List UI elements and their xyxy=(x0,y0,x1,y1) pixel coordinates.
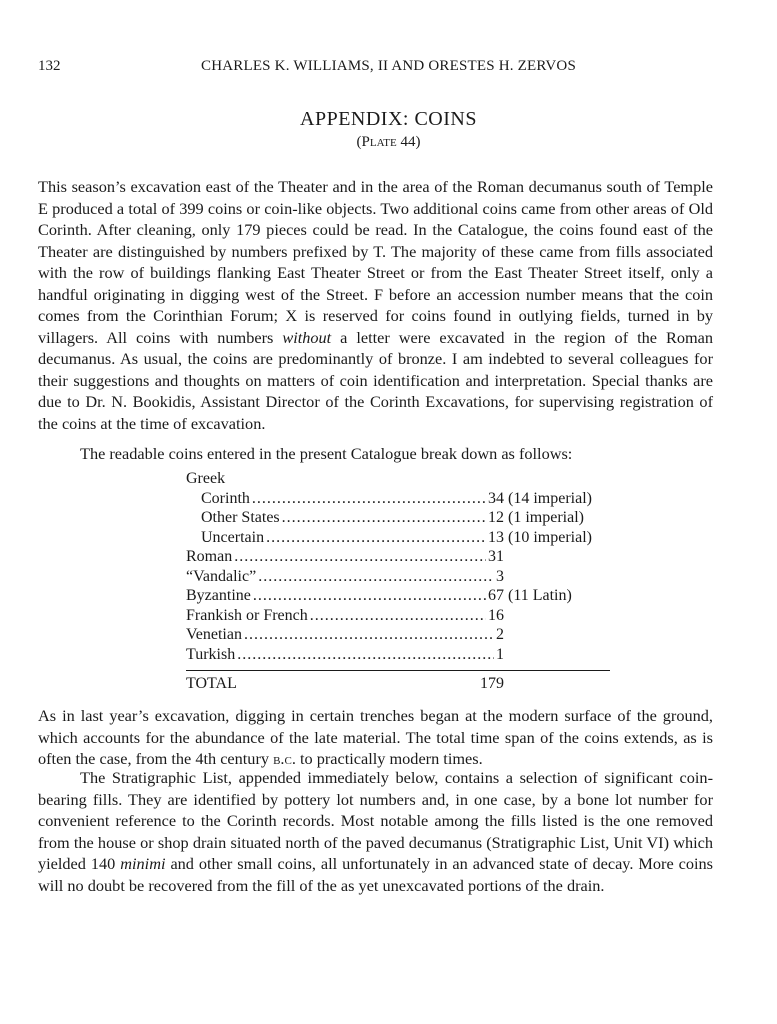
dot-leader xyxy=(252,490,486,508)
breakdown-row xyxy=(186,587,610,607)
plate-reference: (Plate 44) xyxy=(356,134,421,150)
row-label: Frankish or French xyxy=(186,606,308,624)
row-note: (1 imperial) xyxy=(508,509,584,526)
era-abbreviation: b.c. xyxy=(273,749,296,768)
total-label: TOTAL xyxy=(186,675,237,692)
row-count: 67 xyxy=(488,587,504,604)
time-span-text-a: As in last year’s excavation, digging in certain trenches began at the modern surface of the ground, which accounts for the abundance of the late material. The total time span of the coins extends, as is often the case, from the 4th century xyxy=(38,706,713,768)
dot-leader xyxy=(266,529,486,547)
intro-text-b: a letter were excavated in the region of the Roman decumanus. As usual, the coins are predominantly of bronze. I am indebted to several colleagues for their suggestions and thoughts on matters of coin identification and interpretation. Special thanks are due to Dr. N. Bookidis, Assistant Director of the Corinth Excavations, for supervising registration of the coins at the time of excavation. xyxy=(38,327,713,433)
row-count: 31 xyxy=(488,548,504,565)
breakdown-row xyxy=(186,626,610,646)
row-note: (10 imperial) xyxy=(508,528,592,546)
stratigraphic-paragraph xyxy=(38,767,713,896)
row-count: 2 xyxy=(496,626,504,643)
page-number: 132 xyxy=(38,58,61,74)
group-label: Greek xyxy=(186,470,226,487)
row-count: 1 xyxy=(496,645,504,663)
dot-leader xyxy=(310,607,486,625)
dot-leader xyxy=(237,646,494,664)
time-span-text-b: to practically modern times. xyxy=(295,749,483,768)
row-label: Turkish xyxy=(186,645,236,663)
row-label: Byzantine xyxy=(186,587,251,604)
coin-breakdown-table xyxy=(186,470,610,693)
row-label: Roman xyxy=(186,548,233,565)
breakdown-row xyxy=(186,529,610,549)
row-count: 3 xyxy=(496,567,504,585)
row-count: 12 xyxy=(488,509,504,526)
breakdown-row xyxy=(186,568,610,588)
dot-leader xyxy=(244,626,494,644)
section-title: APPENDIX: COINS xyxy=(300,108,477,130)
stratigraphic-text-a: The Stratigraphic List, appended immediately below, contains a selection of significant coin-bearing fills. They are identified by pottery lot numbers and, in one case, by a bone lot number for convenient reference to the Corinth records. Most notable among the fills listed is the one removed from the house or shop drain situated north of the paved decumanus (Stratigraphic List, Unit VI) which yielded 140 xyxy=(38,768,713,873)
intro-text-a: This season’s excavation east of the Theater and in the area of the Roman decumanus south of Temple E produced a total of 399 coins or coin-like objects. Two additional coins came from other areas of Old Corinth. After cleaning, only 179 pieces could be read. In the Catalogue, the coins found east of the Theater are distinguished by numbers prefixed by T. The majority of these came from fills associated with the row of buildings flanking East Theater Street or from the East Theater Street itself, only a handful originating in digging west of the Street. F before an accession number means that the coin comes from the Corinthian Forum; X is reserved for coins found in outlying fields, turned in by villagers. All coins with numbers xyxy=(38,177,713,347)
dot-leader xyxy=(258,568,494,586)
row-label: Uncertain xyxy=(201,528,265,546)
row-label: Other States xyxy=(201,509,280,526)
dot-leader xyxy=(234,548,486,566)
intro-paragraph xyxy=(38,176,713,434)
stratigraphic-text-b: and other small coins, all unfortunately in an advanced state of decay. More coins will no doubt be recovered from the fill of the as yet unexcavated portions of the drain. xyxy=(38,854,713,895)
intro-emphasis: without xyxy=(282,327,332,347)
row-note: (11 Latin) xyxy=(508,587,572,604)
running-head: CHARLES K. WILLIAMS, II AND ORESTES H. ZERVOS xyxy=(200,58,577,74)
row-label: Corinth xyxy=(201,489,250,507)
time-span-paragraph xyxy=(38,705,713,770)
row-label: “Vandalic” xyxy=(186,567,257,585)
breakdown-row xyxy=(186,548,610,568)
total-count: 179 xyxy=(480,675,504,692)
breakdown-row xyxy=(186,509,610,529)
row-note: (14 imperial) xyxy=(508,489,592,507)
row-count: 16 xyxy=(488,606,504,624)
row-count: 13 xyxy=(488,528,504,546)
breakdown-row xyxy=(186,607,610,627)
breakdown-intro: The readable coins entered in the present Catalogue break down as follows: xyxy=(80,444,573,463)
stratigraphic-emphasis: minimi xyxy=(120,854,166,873)
row-label: Venetian xyxy=(186,626,242,643)
row-count: 34 xyxy=(488,489,504,507)
dot-leader xyxy=(253,587,486,605)
breakdown-row xyxy=(186,646,610,666)
dot-leader xyxy=(282,509,486,527)
total-row xyxy=(186,671,610,693)
breakdown-row xyxy=(186,490,610,510)
